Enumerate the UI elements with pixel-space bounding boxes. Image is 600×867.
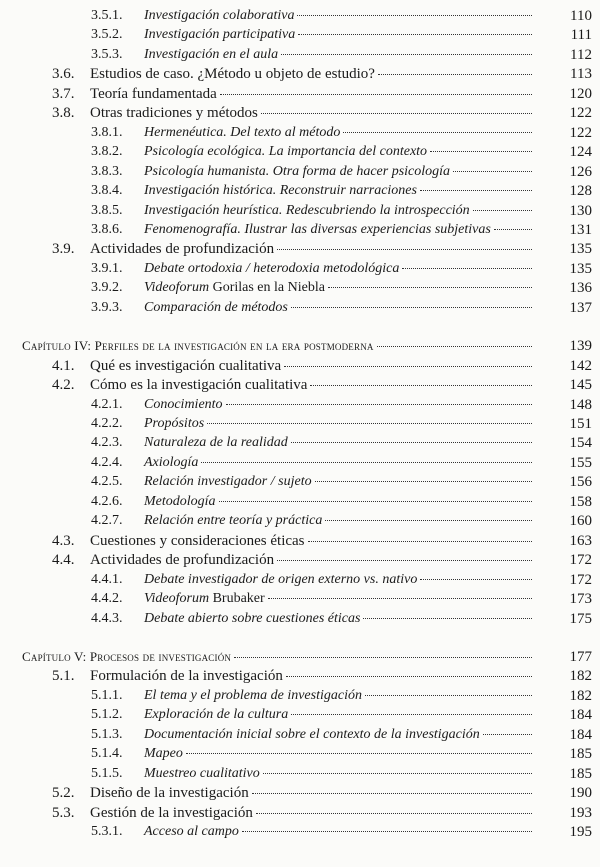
toc-page-number: 190 bbox=[569, 785, 592, 802]
toc-entry-title bbox=[22, 647, 535, 667]
toc-page-number: 160 bbox=[569, 513, 592, 530]
toc-entry-title-text: Investigación colaborativa bbox=[144, 8, 295, 23]
toc-entry-number: 4.4.3. bbox=[91, 610, 123, 626]
toc-entry-title-rest: Brubaker bbox=[209, 591, 265, 607]
toc-entry-row bbox=[0, 220, 600, 240]
toc-entry-title-italic: Videoforum bbox=[144, 591, 210, 607]
toc-page-number: 193 bbox=[569, 804, 592, 821]
toc-entry-row bbox=[0, 25, 600, 45]
dot-leader bbox=[252, 793, 532, 794]
chapter-title-text: Capítulo V: Procesos de investigación bbox=[22, 648, 232, 664]
toc-entry-number: 4.2.1. bbox=[91, 396, 123, 412]
toc-entry-title-text: Debate investigador de origen externo vs. nativo bbox=[144, 571, 418, 587]
toc-entry-number: 3.9.2. bbox=[91, 280, 123, 296]
toc-entry-title bbox=[144, 822, 535, 842]
toc-page-number: 173 bbox=[569, 591, 592, 608]
toc-entry-number: 3.8.1. bbox=[91, 124, 123, 140]
toc-entry-title-text: Cómo es la investigación cualitativa bbox=[90, 377, 308, 394]
toc-entry-title bbox=[144, 259, 535, 279]
dot-leader bbox=[219, 501, 532, 502]
dot-leader bbox=[281, 54, 532, 55]
toc-page-number: 184 bbox=[569, 707, 592, 724]
toc-entry-title-text: Otras tradiciones y métodos bbox=[90, 105, 258, 122]
toc-entry-title-text: El tema y el problema de investigación bbox=[144, 687, 362, 703]
toc-entry-row bbox=[0, 356, 600, 376]
toc-entry-number: 5.2. bbox=[52, 785, 75, 802]
toc-page-number: 113 bbox=[570, 66, 592, 83]
toc-entry-row bbox=[0, 181, 600, 201]
toc-entry-row bbox=[0, 472, 600, 492]
toc-page-number: 155 bbox=[569, 454, 592, 471]
toc-entry-title bbox=[144, 142, 535, 162]
toc-entry-title bbox=[144, 609, 535, 629]
dot-leader bbox=[363, 618, 532, 619]
toc-entry-row bbox=[0, 103, 600, 123]
toc-entry-number: 4.4. bbox=[52, 552, 75, 569]
toc-entry-title bbox=[90, 356, 535, 376]
toc-entry-title bbox=[144, 201, 535, 221]
toc-chapter-row bbox=[0, 647, 600, 667]
toc-entry-number: 4.2. bbox=[52, 377, 75, 394]
toc-entry-title-text: Investigación heurística. Redescubriendo la introspección bbox=[144, 202, 470, 218]
dot-leader bbox=[297, 15, 532, 16]
toc-entry-title-text: Investigación en el aula bbox=[144, 46, 279, 62]
toc-entry-number: 4.3. bbox=[52, 532, 75, 549]
toc-entry-number: 3.8.2. bbox=[91, 144, 123, 160]
toc-page-number: 110 bbox=[570, 8, 592, 24]
toc-entry-title-text: Investigación participativa bbox=[144, 27, 296, 43]
toc-entry-number: 5.1.5. bbox=[91, 765, 123, 781]
toc-entry-title-text: Mapeo bbox=[144, 746, 183, 762]
toc-entry-number: 4.1. bbox=[52, 357, 75, 374]
toc-entry-title bbox=[90, 803, 535, 823]
toc-entry-row bbox=[0, 201, 600, 221]
toc-entry-number: 4.2.3. bbox=[91, 435, 123, 451]
toc-page-number: 112 bbox=[570, 46, 592, 63]
toc-entry-row bbox=[0, 803, 600, 823]
toc-entry-title bbox=[144, 511, 535, 531]
dot-leader bbox=[186, 753, 532, 754]
toc-entry-title-text: Acceso al campo bbox=[144, 824, 239, 839]
toc-entry-title bbox=[90, 783, 535, 803]
toc-entry-row bbox=[0, 259, 600, 279]
toc-entry-title-italic: Videoforum bbox=[144, 280, 210, 296]
toc-entry-title bbox=[144, 395, 535, 415]
toc-entry-title-text: Teoría fundamentada bbox=[90, 85, 217, 102]
toc-page-number: 122 bbox=[569, 105, 592, 122]
toc-page-number: 172 bbox=[569, 552, 592, 569]
toc-entry-row bbox=[0, 822, 600, 842]
toc-entry-row bbox=[0, 550, 600, 570]
toc-entry-title-text: Exploración de la cultura bbox=[144, 707, 289, 723]
toc-entry-title bbox=[144, 764, 535, 784]
toc-page-number: 137 bbox=[569, 299, 592, 316]
toc-page-number: 158 bbox=[569, 493, 592, 510]
toc-entry-title bbox=[144, 278, 535, 298]
dot-leader bbox=[234, 657, 532, 658]
toc-entry-number: 4.2.7. bbox=[91, 513, 123, 529]
toc-entry-row bbox=[0, 686, 600, 706]
toc-entry-title bbox=[144, 744, 535, 764]
dot-leader bbox=[277, 560, 532, 561]
toc-entry-title-text: Actividades de profundización bbox=[90, 241, 275, 258]
toc-entry-title-text: Debate ortodoxia / heterodoxia metodológica bbox=[144, 260, 400, 276]
dot-leader bbox=[298, 34, 532, 35]
toc-page-number: 131 bbox=[569, 221, 592, 238]
toc-entry-title bbox=[90, 666, 535, 686]
dot-leader bbox=[420, 579, 532, 580]
dot-leader bbox=[310, 385, 532, 386]
dot-leader bbox=[207, 423, 532, 424]
toc-page-number: 111 bbox=[570, 27, 592, 44]
toc-page-number: 145 bbox=[569, 377, 592, 394]
dot-leader bbox=[343, 132, 532, 133]
toc-entry-number: 3.8.6. bbox=[91, 221, 123, 237]
toc-entry-row bbox=[0, 531, 600, 551]
toc-entry-number: 3.8.4. bbox=[91, 183, 123, 199]
toc-page-number: 184 bbox=[569, 726, 592, 743]
toc-entry-title bbox=[144, 220, 535, 240]
toc-entry-row bbox=[0, 298, 600, 318]
toc-entry-number: 3.5.1. bbox=[91, 8, 123, 23]
toc-entry-title bbox=[90, 64, 535, 84]
toc-entry-title bbox=[144, 414, 535, 434]
toc-entry-title bbox=[90, 550, 535, 570]
toc-entry-number: 3.5.2. bbox=[91, 27, 123, 43]
toc-entry-number: 5.3. bbox=[52, 804, 75, 821]
toc-page-number: 148 bbox=[569, 396, 592, 413]
toc-page-number: 177 bbox=[569, 648, 592, 665]
toc-entry-number: 4.2.4. bbox=[91, 454, 123, 470]
toc-entry-title-text: Diseño de la investigación bbox=[90, 785, 249, 802]
toc-entry-row bbox=[0, 84, 600, 104]
dot-leader bbox=[308, 541, 532, 542]
toc-entry-title bbox=[144, 492, 535, 512]
toc-entry-number: 3.8. bbox=[52, 105, 75, 122]
toc-entry-title bbox=[144, 6, 535, 26]
toc-entry-title bbox=[144, 162, 535, 182]
toc-entry-title bbox=[144, 123, 535, 143]
dot-leader bbox=[263, 773, 532, 774]
toc-entry-title bbox=[144, 298, 535, 318]
toc-entry-title bbox=[144, 453, 535, 473]
toc-page-number: 126 bbox=[569, 163, 592, 180]
toc-page-number: 175 bbox=[569, 610, 592, 627]
toc-entry-number: 5.1.1. bbox=[91, 687, 123, 703]
toc-entry-title bbox=[144, 589, 535, 609]
toc-entry-number: 5.1.4. bbox=[91, 746, 123, 762]
toc-entry-number: 3.5.3. bbox=[91, 46, 123, 62]
toc-entry-number: 3.7. bbox=[52, 85, 75, 102]
toc-entry-title bbox=[90, 239, 535, 259]
toc-entry-row bbox=[0, 142, 600, 162]
dot-leader bbox=[402, 268, 532, 269]
toc-entry-row bbox=[0, 589, 600, 609]
dot-leader bbox=[365, 695, 532, 696]
toc-entry-number: 3.8.5. bbox=[91, 202, 123, 218]
dot-leader bbox=[261, 113, 532, 114]
toc-entry-number: 5.1.3. bbox=[91, 726, 123, 742]
dot-leader bbox=[284, 366, 532, 367]
toc-page-number: 130 bbox=[569, 202, 592, 219]
toc-entry-title-text: Metodología bbox=[144, 493, 216, 509]
toc-page-number: 124 bbox=[569, 144, 592, 161]
toc-entry-title-text: Qué es investigación cualitativa bbox=[90, 357, 282, 374]
dot-leader bbox=[377, 346, 532, 347]
dot-leader bbox=[328, 287, 532, 288]
toc-entry-title-text: Conocimiento bbox=[144, 396, 223, 412]
toc-entry-row bbox=[0, 725, 600, 745]
toc-entry-row bbox=[0, 783, 600, 803]
toc-entry-title bbox=[144, 45, 535, 65]
toc-entry-title-text: Cuestiones y consideraciones éticas bbox=[90, 532, 305, 549]
toc-entry-title-text: Comparación de métodos bbox=[144, 299, 288, 315]
toc-entry-title bbox=[144, 725, 535, 745]
toc-entry-title bbox=[144, 181, 535, 201]
toc-entry-number: 5.1.2. bbox=[91, 707, 123, 723]
dot-leader bbox=[291, 442, 532, 443]
toc-entry-title bbox=[144, 433, 535, 453]
dot-leader bbox=[291, 307, 532, 308]
toc-entry-row bbox=[0, 492, 600, 512]
dot-leader bbox=[483, 734, 532, 735]
toc-page-number: 163 bbox=[569, 532, 592, 549]
toc-entry-number: 4.2.2. bbox=[91, 416, 123, 431]
toc-entry-title bbox=[144, 686, 535, 706]
toc-entry-row bbox=[0, 414, 600, 434]
toc-entry-title-text: Fenomenografía. Ilustrar las diversas experiencias subjetivas bbox=[144, 221, 491, 237]
toc-entry-number: 5.3.1. bbox=[91, 824, 123, 839]
dot-leader bbox=[430, 151, 532, 152]
toc-page-number: 156 bbox=[569, 474, 592, 491]
toc-page-number: 139 bbox=[569, 338, 592, 355]
dot-leader bbox=[453, 171, 532, 172]
toc-page-number: 185 bbox=[569, 765, 592, 782]
toc-entry-title-text: Muestreo cualitativo bbox=[144, 765, 260, 781]
toc-page-number: 122 bbox=[569, 124, 592, 141]
dot-leader bbox=[378, 74, 532, 75]
toc-entry-row bbox=[0, 239, 600, 259]
toc-entry-title-text: Formulación de la investigación bbox=[90, 668, 283, 685]
toc-page-number: 136 bbox=[569, 280, 592, 297]
toc-entry-number: 3.9.3. bbox=[91, 299, 123, 315]
toc-entry-row bbox=[0, 64, 600, 84]
toc-entry-title bbox=[90, 531, 535, 551]
dot-leader bbox=[242, 831, 532, 832]
toc-page-number: 151 bbox=[569, 416, 592, 432]
toc-entry-title bbox=[144, 25, 535, 45]
dot-leader bbox=[220, 94, 532, 95]
toc-entry-title-text: Documentación inicial sobre el contexto de la investigación bbox=[144, 726, 480, 742]
toc-entry-title-text: Naturaleza de la realidad bbox=[144, 435, 288, 451]
toc-page-number: 172 bbox=[569, 571, 592, 588]
toc-entry-title-text: Hermenéutica. Del texto al método bbox=[144, 124, 341, 140]
toc-entry-title bbox=[144, 472, 535, 492]
dot-leader bbox=[494, 229, 532, 230]
toc-entry-title-text: Relación investigador / sujeto bbox=[144, 474, 312, 490]
toc-page-number: 182 bbox=[569, 687, 592, 704]
toc-page-number: 135 bbox=[569, 241, 592, 258]
toc-entry-title bbox=[90, 375, 535, 395]
toc-page-number: 120 bbox=[569, 85, 592, 102]
toc-page-number: 135 bbox=[569, 260, 592, 277]
toc-entry-title-text: Propósitos bbox=[144, 416, 205, 431]
toc-chapter-row bbox=[0, 336, 600, 356]
dot-leader bbox=[277, 249, 532, 250]
toc-entry-row bbox=[0, 278, 600, 298]
dot-leader bbox=[226, 404, 532, 405]
toc-entry-number: 3.6. bbox=[52, 66, 75, 83]
chapter-title-text: Capítulo IV: Perfiles de la investigación en la era postmoderna bbox=[22, 338, 374, 354]
toc-entry-title-text: Psicología ecológica. La importancia del contexto bbox=[144, 144, 428, 160]
dot-leader bbox=[473, 210, 532, 211]
dot-leader bbox=[201, 462, 532, 463]
dot-leader bbox=[315, 481, 532, 482]
toc-entry-row bbox=[0, 45, 600, 65]
toc-entry-title-text: Estudios de caso. ¿Método u objeto de estudio? bbox=[90, 66, 375, 83]
toc-entry-number: 5.1. bbox=[52, 668, 75, 685]
toc-entry-number: 3.8.3. bbox=[91, 163, 123, 179]
toc-entry-row bbox=[0, 511, 600, 531]
toc-entry-row bbox=[0, 666, 600, 686]
toc-entry-title-rest: Gorilas en la Niebla bbox=[209, 280, 325, 296]
toc-entry-row bbox=[0, 609, 600, 629]
toc-page-number: 154 bbox=[569, 435, 592, 452]
toc-entry-number: 4.2.5. bbox=[91, 474, 123, 490]
toc-entry-row bbox=[0, 6, 600, 26]
toc-entry-row bbox=[0, 453, 600, 473]
toc-entry-title bbox=[90, 84, 535, 104]
toc-entry-title-text: Psicología humanista. Otra forma de hacer psicología bbox=[144, 163, 451, 179]
toc-entry-row bbox=[0, 123, 600, 143]
toc-entry-row bbox=[0, 433, 600, 453]
toc-entry-title bbox=[144, 570, 535, 590]
toc-entry-number: 3.9. bbox=[52, 241, 75, 258]
toc-entry-title bbox=[90, 103, 535, 123]
toc-entry-title-text: Investigación histórica. Reconstruir narraciones bbox=[144, 183, 417, 199]
dot-leader bbox=[291, 714, 532, 715]
toc-entry-row bbox=[0, 744, 600, 764]
toc-page-number: 142 bbox=[569, 357, 592, 374]
toc-entry-title bbox=[22, 336, 535, 356]
toc-entry-row bbox=[0, 570, 600, 590]
toc-entry-title bbox=[144, 705, 535, 725]
dot-leader bbox=[420, 190, 532, 191]
toc-entry-number: 3.9.1. bbox=[91, 260, 123, 276]
dot-leader bbox=[256, 813, 532, 814]
toc-entry-number: 4.4.1. bbox=[91, 571, 123, 587]
toc-entry-row bbox=[0, 705, 600, 725]
toc-entry-row bbox=[0, 162, 600, 182]
dot-leader bbox=[268, 598, 532, 599]
toc-page-number: 185 bbox=[569, 746, 592, 763]
toc-entry-row bbox=[0, 395, 600, 415]
toc-entry-title-text: Gestión de la investigación bbox=[90, 804, 253, 821]
toc-entry-row bbox=[0, 764, 600, 784]
toc-entry-title-text: Relación entre teoría y práctica bbox=[144, 513, 323, 529]
toc-page-number: 182 bbox=[569, 668, 592, 685]
dot-leader bbox=[325, 520, 532, 521]
toc-entry-row bbox=[0, 375, 600, 395]
toc-page-number: 128 bbox=[569, 183, 592, 200]
toc-entry-title-text: Axiología bbox=[144, 454, 199, 470]
dot-leader bbox=[286, 676, 532, 677]
toc-entry-number: 4.4.2. bbox=[91, 591, 123, 607]
toc-page-number: 195 bbox=[569, 824, 592, 840]
toc-entry-title-text: Debate abierto sobre cuestiones éticas bbox=[144, 610, 361, 626]
toc-entry-number: 4.2.6. bbox=[91, 493, 123, 509]
toc-entry-title-text: Actividades de profundización bbox=[90, 552, 275, 569]
